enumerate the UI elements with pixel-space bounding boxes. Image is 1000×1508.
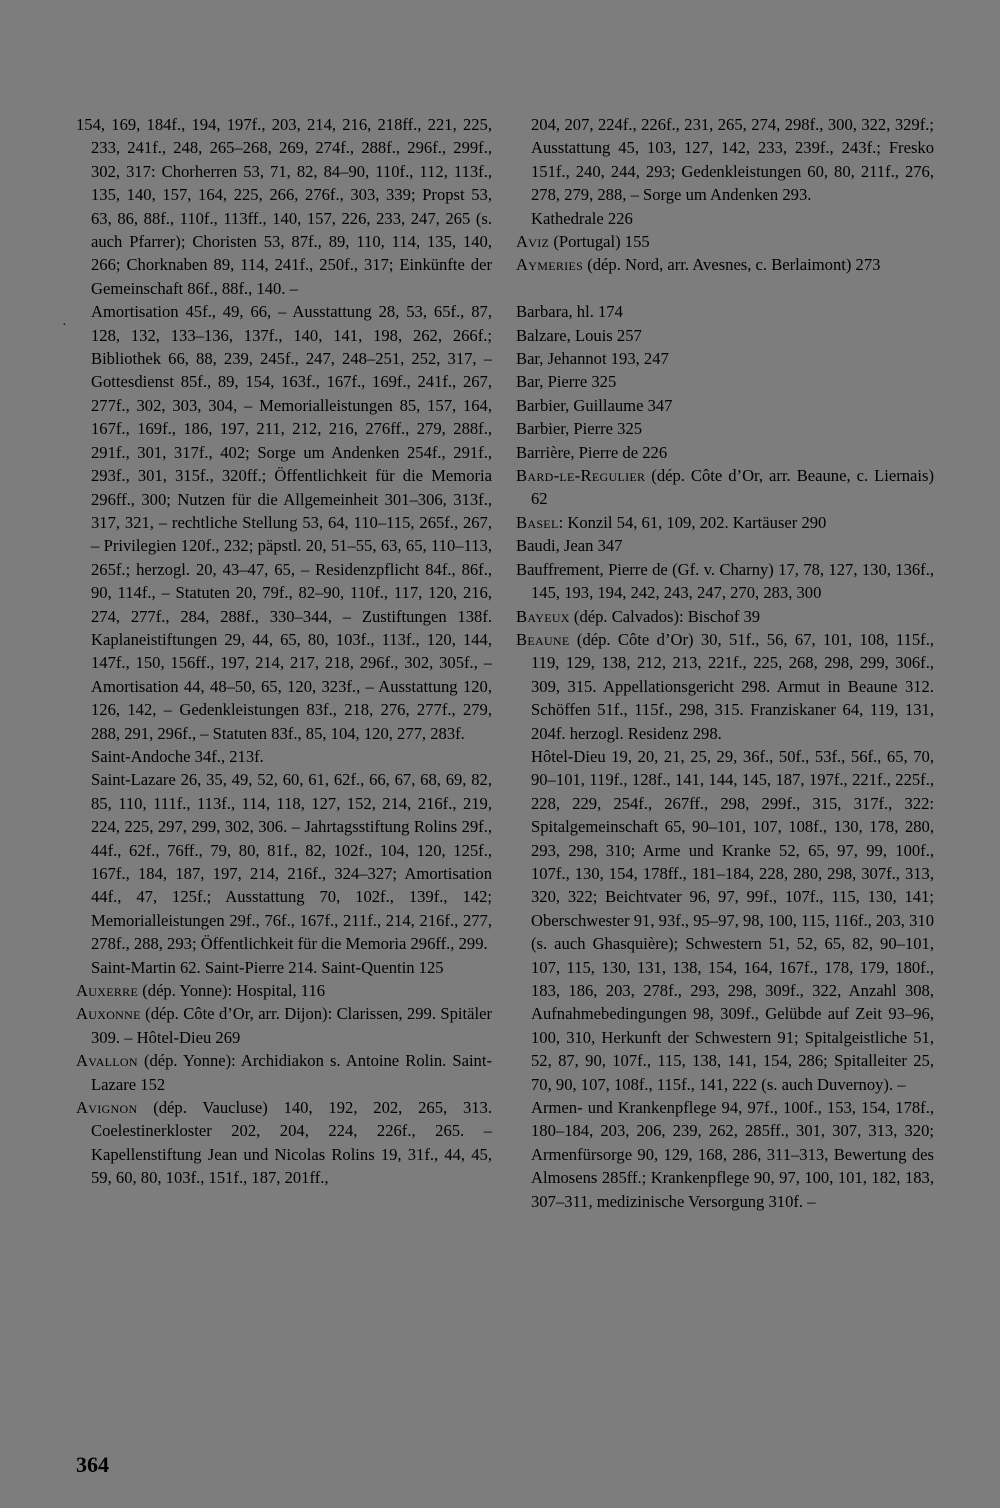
index-entry-text: Barbier, Pierre 325 [516, 419, 643, 439]
index-headword: Bard-le-Regulier [516, 466, 646, 486]
index-entry [516, 441, 934, 464]
index-entry [516, 113, 934, 207]
index-entry-text: Bauffrement, Pierre de (Gf. v. Charny) 17, 78, 127, 130, 136f., 145, 193, 194, 242, 243, 247, 270, 283, 300 [516, 559, 934, 603]
index-entry-text: Armen- und Krankenpflege 94, 97f., 100f., 153, 154, 178f., 180–184, 203, 206, 239, 262, 285ff., 301, 307, 313, 320; Armenfürsorge 90, 129, 168, 286, 311–313, Bewertung des Almosens 285ff.; Krankenpflege 90, 97, 100, 101, 182, 183, 307–311, medizinische Versorgung 310f. – [531, 1098, 934, 1211]
index-headword: Auxerre [76, 981, 139, 1001]
index-entry [516, 300, 934, 323]
index-entry-text: 204, 207, 224f., 226f., 231, 265, 274, 298f., 300, 322, 329f.; Ausstattung 45, 103, 127, 142, 233, 239f., 243f.; Fresko 151f., 240, 244, 293; Gedenkleistungen 60, 80, 211f., 276, 278, 279, 288, – Sorge um Andenken 293. [531, 115, 934, 205]
index-entry [516, 605, 934, 628]
index-entry-text: Bar, Jehannot 193, 247 [516, 349, 669, 369]
index-headword: Bayeux [516, 606, 570, 626]
index-entry-text: Saint-Martin 62. Saint-Pierre 214. Saint-Quentin 125 [91, 957, 444, 977]
index-entry-text: Kathedrale 226 [531, 208, 633, 228]
margin-mark: · [62, 318, 67, 333]
index-entry [76, 1096, 492, 1190]
index-headword: Beaune [516, 629, 570, 649]
index-entry [516, 253, 934, 276]
index-headword: Basel [516, 512, 559, 532]
index-entry-text: (dép. Yonne): Hospital, 116 [138, 981, 326, 1001]
index-entry-text: (dép. Vaucluse) 140, 192, 202, 265, 313. Coelestinerkloster 202, 204, 224, 226f., 265. – Kapellenstiftung Jean und Nicolas Rolins 19, 31f., 44, 45, 59, 60, 80, 103f., 151f., 187, 201ff., [91, 1098, 492, 1188]
index-entry-text: (Portugal) 155 [549, 232, 650, 252]
index-entry-text: Bar, Pierre 325 [516, 372, 617, 392]
index-headword: Avallon [76, 1051, 138, 1071]
page-number: 364 [76, 1452, 109, 1477]
index-entry [516, 464, 934, 511]
index-entry [516, 230, 934, 253]
index-entry-text: (dép. Côte d’Or, arr. Dijon): Clarissen, 299. Spitäler 309. – Hôtel-Dieu 269 [91, 1004, 492, 1047]
index-entry [76, 300, 492, 745]
index-entry [76, 979, 492, 1002]
index-entry-text: Balzare, Louis 257 [516, 325, 642, 345]
index-entry [516, 1096, 934, 1213]
index-column-right [516, 113, 934, 1213]
index-entry [76, 1002, 492, 1049]
index-entry-text: Baudi, Jean 347 [516, 536, 623, 556]
index-headword: Auxonne [76, 1004, 141, 1024]
index-entry-text: Barrière, Pierre de 226 [516, 442, 668, 462]
index-entry [76, 768, 492, 955]
index-entry [516, 324, 934, 347]
index-entry [516, 628, 934, 745]
index-headword: Aymeries [516, 255, 584, 275]
index-entry-text: Barbara, hl. 174 [516, 302, 623, 322]
index-entry-text: Saint-Lazare 26, 35, 49, 52, 60, 61, 62f., 66, 67, 68, 69, 82, 85, 110, 111f., 113f., 114, 118, 127, 152, 214, 216f., 219, 224, 225, 297, 299, 302, 306. – Jahrtagsstiftung Rolins 29f., 44f., 62f., 76ff., 79, 80, 81f., 82, 102f., 104, 120, 125f., 167f., 184, 187, 197, 214, 216f., 324–327; Amortisation 44f., 47, 125f.; Ausstattung 70, 102f., 139f., 142; Memorialleistungen 29f., 76f., 167f., 211f., 214, 216f., 277, 278f., 288, 293; Öffentlichkeit für die Memoria 296ff., 299. [91, 770, 492, 954]
index-entry-text: (dép. Nord, arr. Avesnes, c. Berlaimont) 273 [583, 255, 881, 275]
index-entry-text: Hôtel-Dieu 19, 20, 21, 25, 29, 36f., 50f., 53f., 56f., 65, 70, 90–101, 119f., 128f., 141, 144, 145, 187, 197f., 221f., 225f., 228, 229, 254f., 267ff., 298, 299f., 315, 317f., 322: Spitalgemeinschaft 65, 90–101, 107, 108f., 130, 178, 280, 293, 298, 310; Arme und Kranke 52, 65, 97, 99, 100f., 107f., 130, 154, 178ff., 181–184, 228, 280, 298, 307f., 313, 320, 322; Beichtvater 96, 97, 99f., 107f., 115, 130, 141; Oberschwester 91, 93f., 95–97, 98, 100, 115, 116f., 203, 310 (s. auch Ghasquière); Schwestern 51, 52, 65, 82, 90–101, 107, 115, 130, 131, 138, 154, 164, 167f., 178, 179, 180f., 183, 186, 203, 278f., 293, 298, 309f., 322, Anzahl 308, Aufnahmebedingungen 98, 309f., Gelübde auf Zeit 93–96, 100, 310, Herkunft der Schwestern 91; Spitalgeistliche 51, 52, 87, 90, 107f., 115, 138, 141, 154, 286; Spitalleiter 25, 70, 90, 107, 108f., 115f., 141, 222 (s. auch Duvernoy). – [531, 746, 934, 1094]
index-entry-text: (dép. Côte d’Or, arr. Beaune, c. Liernais) 62 [531, 466, 934, 509]
index-entry [516, 417, 934, 440]
index-entry [76, 1049, 492, 1096]
index-column-left [76, 113, 492, 1190]
index-entry [516, 534, 934, 557]
index-entry-text: (dép. Yonne): Archidiakon s. Antoine Rolin. Saint-Lazare 152 [91, 1051, 492, 1094]
index-entry-text: 154, 169, 184f., 194, 197f., 203, 214, 216, 218ff., 221, 225, 233, 241f., 248, 265–268, 269, 274f., 288f., 296f., 299f., 302, 317: Chorherren 53, 71, 82, 84–90, 110f., 112, 113f., 135, 140, 157, 164, 225, 266, 276f., 303, 339; Propst 53, 63, 86, 88f., 110f., 113ff., 140, 157, 226, 233, 247, 265 (s. auch Pfarrer); Choristen 53, 87f., 89, 110, 114, 135, 140, 266; Chorknaben 89, 114, 241f., 250f., 317; Einkünfte der Gemeinschaft 86f., 88f., 140. – [76, 115, 492, 298]
index-entry-text: : Konzil 54, 61, 109, 202. Kartäuser 290 [558, 512, 827, 532]
index-entry [516, 745, 934, 1096]
index-entry [516, 558, 934, 605]
index-entry [516, 511, 934, 534]
index-entry [76, 956, 492, 979]
index-entry-text: (dép. Côte d’Or) 30, 51f., 56, 67, 101, 108, 115f., 119, 129, 138, 212, 213, 221f., 225, 268, 298, 299, 306f., 309, 315. Appellationsgericht 298. Armut in Beaune 312. Schöffen 51f., 115f., 298, 315. Franziskaner 64, 119, 131, 204f. herzogl. Residenz 298. [531, 629, 934, 743]
index-entry [516, 370, 934, 393]
index-entry-text: Barbier, Guillaume 347 [516, 395, 673, 415]
index-entry-text: Amortisation 45f., 49, 66, – Ausstattung 28, 53, 65f., 87, 128, 132, 133–136, 137f., 140, 141, 198, 262, 266f.; Bibliothek 66, 88, 239, 245f., 247, 248–251, 252, 317, – Gottesdienst 85f., 89, 154, 163f., 167f., 169f., 241f., 267, 277f., 302, 303, 304, – Memorialleistungen 85, 157, 164, 167f., 169f., 186, 197, 211, 212, 216, 276ff., 279, 288f., 291f., 301, 317f., 402; Sorge um Andenken 254f., 291f., 293f., 301, 315f., 320ff.; Öffentlichkeit für die Memoria 296ff., 300; Nutzen für die Allgemeinheit 301–306, 313f., 317, 321, – rechtliche Stellung 53, 64, 110–115, 265f., 267, – Privilegien 120f., 232; päpstl. 20, 51–55, 63, 65, 110–113, 265f.; herzogl. 20, 43–47, 65, – Residenzpflicht 84f., 86f., 90, 114f., – Statuten 20, 79f., 82–90, 110f., 117, 120, 216, 274, 277f., 284, 288f., 330–344, – Zustiftungen 138f. Kaplaneistiftungen 29, 44, 65, 80, 103f., 113f., 120, 144, 147f., 150, 156ff., 197, 214, 217, 218, 296f., 302, 305f., – Amortisation 44, 48–50, 65, 120, 323f., – Ausstattung 120, 126, 142, – Gedenkleistungen 83f., 218, 276, 277f., 279, 288, 291, 296f., – Statuten 83f., 85, 104, 120, 277, 283f. [91, 302, 492, 743]
index-entry-text: (dép. Calvados): Bischof 39 [569, 606, 761, 626]
index-entry [76, 745, 492, 768]
index-headword: Aviz [516, 232, 550, 252]
index-entry [76, 113, 492, 300]
index-entry-text: Saint-Andoche 34f., 213f. [91, 746, 264, 766]
index-entry [516, 394, 934, 417]
index-headword: Avignon [76, 1098, 138, 1118]
index-entry [516, 207, 934, 230]
index-entry [516, 347, 934, 370]
